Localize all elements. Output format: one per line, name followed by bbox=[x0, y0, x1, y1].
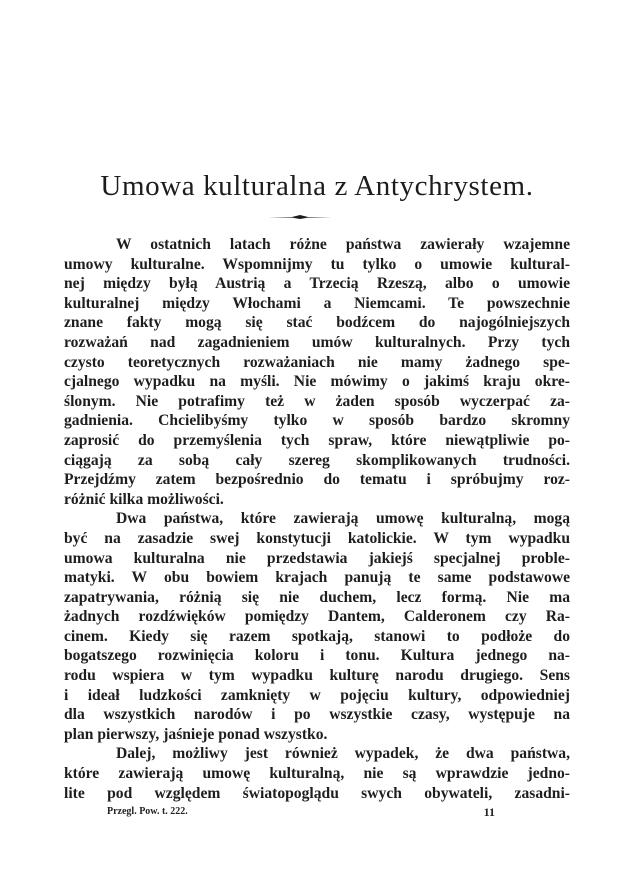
title-ornament-divider bbox=[268, 215, 332, 219]
text-line: zaprosić do przemyślenia tych spraw, które niewątpliwie po- bbox=[64, 431, 570, 449]
text-line: nej między byłą Austrią a Trzecią Rzeszą, albo o umowie bbox=[64, 275, 570, 293]
text-line: czysto teoretycznych rozważaniach nie mamy żadnego spe- bbox=[64, 353, 570, 371]
text-line: ślonym. Nie potrafimy też w żaden sposób wyczerpać za- bbox=[64, 392, 570, 410]
text-line: Dwa państwa, które zawierają umowę kulturalną, mogą bbox=[116, 510, 570, 528]
text-line: kulturalnej między Włochami a Niemcami. Te powszechnie bbox=[64, 294, 570, 312]
article-body bbox=[64, 235, 570, 803]
text-line: plan pierwszy, jaśnieje ponad wszystko. bbox=[64, 725, 328, 743]
text-line: które zawierają umowę kulturalną, nie są wprawdzie jedno- bbox=[64, 765, 570, 783]
paragraph-1 bbox=[64, 235, 570, 509]
text-line: zapatrywania, różnią się nie duchem, lecz formą. Nie ma bbox=[64, 588, 570, 606]
text-line: żadnych rozdźwięków pomiędzy Dantem, Calderonem czy Ra- bbox=[64, 608, 570, 626]
text-line: Przejdźmy zatem bezpośrednio do tematu i spróbujmy roz- bbox=[64, 471, 570, 489]
text-line: ciągają za sobą cały szereg skomplikowanych trudności. bbox=[64, 451, 570, 469]
text-line: gadnienia. Chcielibyśmy tylko w sposób bardzo skromny bbox=[64, 412, 570, 430]
text-line: dla wszystkich narodów i po wszystkie czasy, występuje na bbox=[64, 706, 570, 724]
text-line: cinem. Kiedy się razem spotkają, stanowi to podłoże do bbox=[64, 627, 570, 645]
printer-signature: Przegl. Pow. t. 222. bbox=[107, 806, 188, 817]
text-line: W ostatnich latach różne państwa zawierały wzajemne bbox=[116, 236, 570, 253]
text-line: być na zasadzie swej konstytucji katolickie. W tym wypadku bbox=[64, 529, 570, 547]
text-line: Dalej, możliwy jest również wypadek, że dwa państwa, bbox=[116, 745, 570, 763]
text-line: matyki. W obu bowiem krajach panują te same podstawowe bbox=[64, 569, 570, 587]
text-line: znane fakty mogą się stać bodźcem do najogólniejszych bbox=[64, 314, 570, 332]
text-line: lite pod względem światopoglądu swych obywateli, zasadni- bbox=[64, 784, 570, 802]
text-line: rozważań nad zagadnieniem umów kulturalnych. Przy tych bbox=[64, 333, 570, 351]
paragraph-3 bbox=[64, 744, 570, 803]
text-line: umowa kulturalna nie przedstawia jakiejś specjalnej proble- bbox=[64, 549, 570, 567]
text-line: i ideał ludzkości zamknięty w pojęciu kultury, odpowiedniej bbox=[64, 686, 570, 704]
text-line: cjalnego wypadku na myśli. Nie mówimy o jakimś kraju okre- bbox=[64, 373, 570, 391]
text-line: umowy kulturalne. Wspomnijmy tu tylko o umowie kultural- bbox=[64, 255, 570, 273]
page-number: 11 bbox=[483, 805, 495, 819]
text-line: rodu wspiera w tym wypadku kulturę narodu drugiego. Sens bbox=[64, 667, 570, 685]
text-line: różnić kilka możliwości. bbox=[64, 490, 224, 508]
paragraph-2 bbox=[64, 509, 570, 744]
text-line: bogatszego rozwinięcia koloru i tonu. Kultura jednego na- bbox=[64, 647, 570, 665]
article-title: Umowa kulturalna z Antychrystem. bbox=[100, 170, 534, 202]
